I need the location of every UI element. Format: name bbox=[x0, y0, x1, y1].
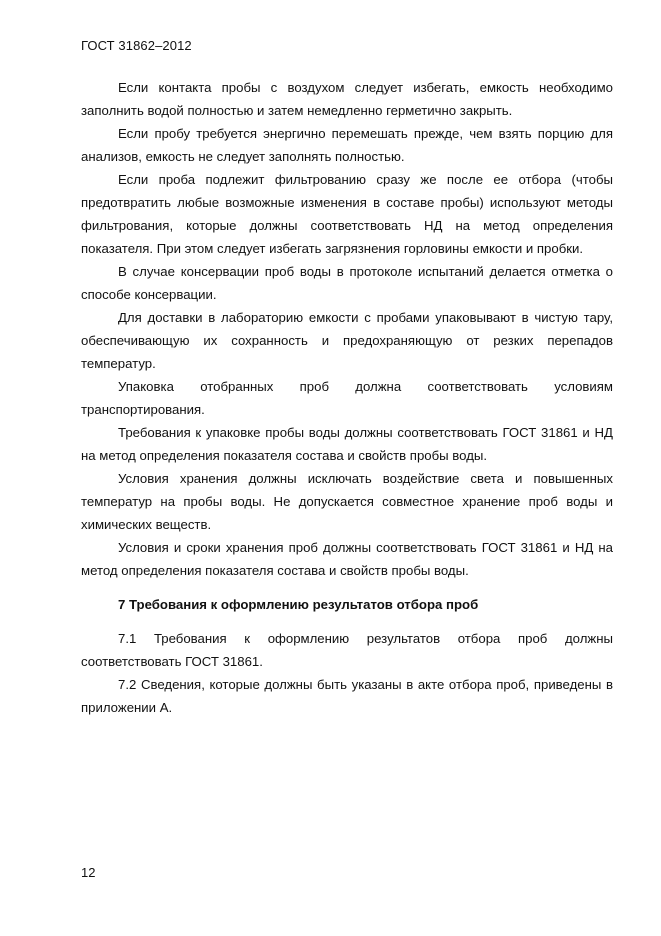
document-header: ГОСТ 31862–2012 bbox=[81, 38, 192, 53]
paragraph: Упаковка отобранных проб должна соответствовать условиям транспортирования. bbox=[81, 379, 613, 417]
paragraph: Условия и сроки хранения проб должны соответствовать ГОСТ 31861 и НД на метод определения показателя состава и свойств пробы воды. bbox=[81, 540, 613, 578]
section-heading: 7 Требования к оформлению результатов отбора проб bbox=[118, 597, 479, 612]
paragraph: Условия хранения должны исключать воздействие света и повышенных температур на пробы воды. Не допускается совместное хранение проб воды и химических веществ. bbox=[81, 471, 613, 532]
paragraph: Для доставки в лабораторию емкости с пробами упаковывают в чистую тару, обеспечивающую их сохранность и предохраняющую от резких перепадов температур. bbox=[81, 310, 613, 371]
paragraph: Если пробу требуется энергично перемешать прежде, чем взять порцию для анализов, емкость не следует заполнять полностью. bbox=[81, 126, 613, 164]
paragraph: Требования к упаковке пробы воды должны соответствовать ГОСТ 31861 и НД на метод определения показателя состава и свойств пробы воды. bbox=[81, 425, 613, 463]
section-paragraph: 7.2 Сведения, которые должны быть указаны в акте отбора проб, приведены в приложении А. bbox=[81, 677, 613, 715]
paragraph: Если контакта пробы с воздухом следует избегать, емкость необходимо заполнить водой полностью и затем немедленно герметично закрыть. bbox=[81, 80, 613, 118]
page-number: 12 bbox=[81, 865, 96, 880]
paragraph: В случае консервации проб воды в протоколе испытаний делается отметка о способе консервации. bbox=[81, 264, 613, 302]
paragraph: Если проба подлежит фильтрованию сразу же после ее отбора (чтобы предотвратить любые возможные изменения в составе пробы) используют методы фильтрования, которые должны соответствовать НД на метод определения показателя. При этом следует избегать загрязнения горловины емкости и пробки. bbox=[81, 172, 613, 256]
section-paragraph: 7.1 Требования к оформлению результатов отбора проб должны соответствовать ГОСТ 31861. bbox=[81, 631, 613, 669]
document-body bbox=[81, 76, 613, 719]
